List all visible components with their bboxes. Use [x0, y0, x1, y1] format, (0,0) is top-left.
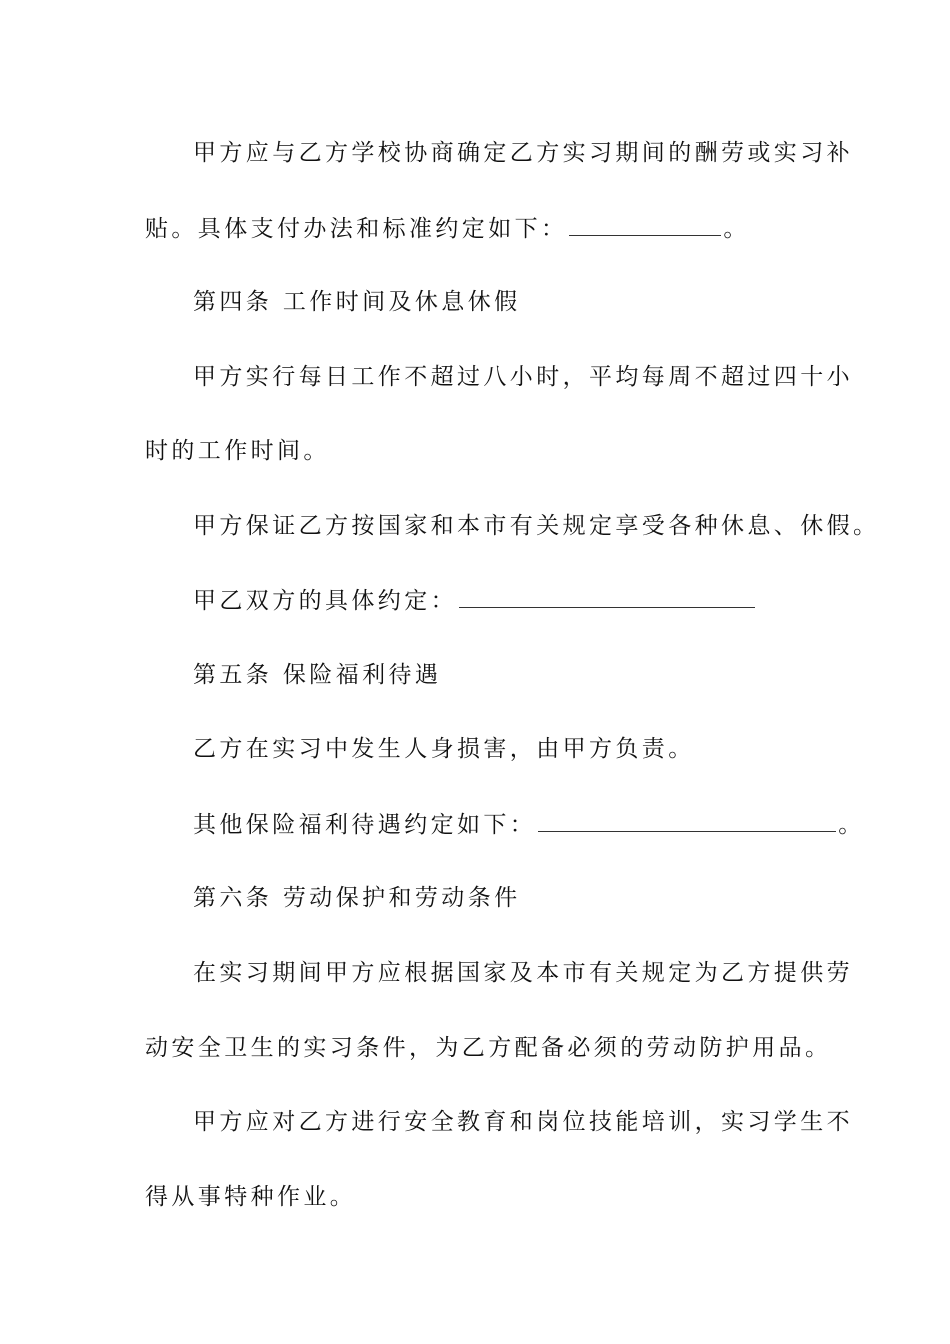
- paragraph-text: 乙方在实习中发生人身损害，由甲方负责。: [193, 736, 695, 762]
- paragraph-text: 甲方实行每日工作不超过八小时，平均每周不超过四十小: [193, 364, 853, 390]
- paragraph-text: 在实习期间甲方应根据国家及本市有关规定为乙方提供劳: [193, 960, 853, 986]
- paragraph-line: [193, 1107, 853, 1137]
- paragraph-line: [193, 362, 853, 392]
- paragraph-line: [193, 138, 853, 168]
- article-heading-text: 第四条 工作时间及休息休假: [193, 289, 521, 315]
- paragraph-text: 甲乙双方的具体约定：: [193, 588, 457, 614]
- paragraph-text: 动安全卫生的实习条件，为乙方配备必须的劳动防护用品。: [145, 1035, 832, 1061]
- paragraph-text: 得从事特种作业。: [145, 1184, 357, 1210]
- paragraph-line: [193, 734, 695, 764]
- paragraph-line: [145, 436, 330, 466]
- paragraph-line: [193, 585, 757, 616]
- paragraph-text: 其他保险福利待遇约定如下：: [193, 812, 537, 838]
- paragraph-line: [193, 809, 865, 840]
- article-6-heading: [193, 883, 521, 913]
- paragraph-text: 时的工作时间。: [145, 438, 330, 464]
- article-5-heading: [193, 660, 441, 690]
- paragraph-line: [145, 213, 750, 244]
- article-heading-text: 第六条 劳动保护和劳动条件: [193, 885, 521, 911]
- paragraph-line: [193, 511, 879, 541]
- article-heading-text: 第五条 保险福利待遇: [193, 662, 442, 688]
- article-4-heading: [193, 287, 521, 317]
- sentence-end: 。: [723, 216, 750, 242]
- sentence-end: 。: [838, 812, 865, 838]
- paragraph-text: 甲方应对乙方进行安全教育和岗位技能培训，实习学生不: [193, 1109, 853, 1135]
- paragraph-text: 甲方保证乙方按国家和本市有关规定享受各种休息、休假。: [193, 513, 880, 539]
- fill-in-blank[interactable]: [569, 213, 721, 236]
- paragraph-text: 甲方应与乙方学校协商确定乙方实习期间的酬劳或实习补: [193, 140, 853, 166]
- fill-in-blank[interactable]: [538, 809, 836, 832]
- paragraph-text: 贴。具体支付办法和标准约定如下：: [145, 216, 568, 242]
- fill-in-blank[interactable]: [459, 585, 755, 608]
- paragraph-line: [193, 958, 853, 988]
- paragraph-line: [145, 1182, 356, 1212]
- paragraph-line: [145, 1033, 831, 1063]
